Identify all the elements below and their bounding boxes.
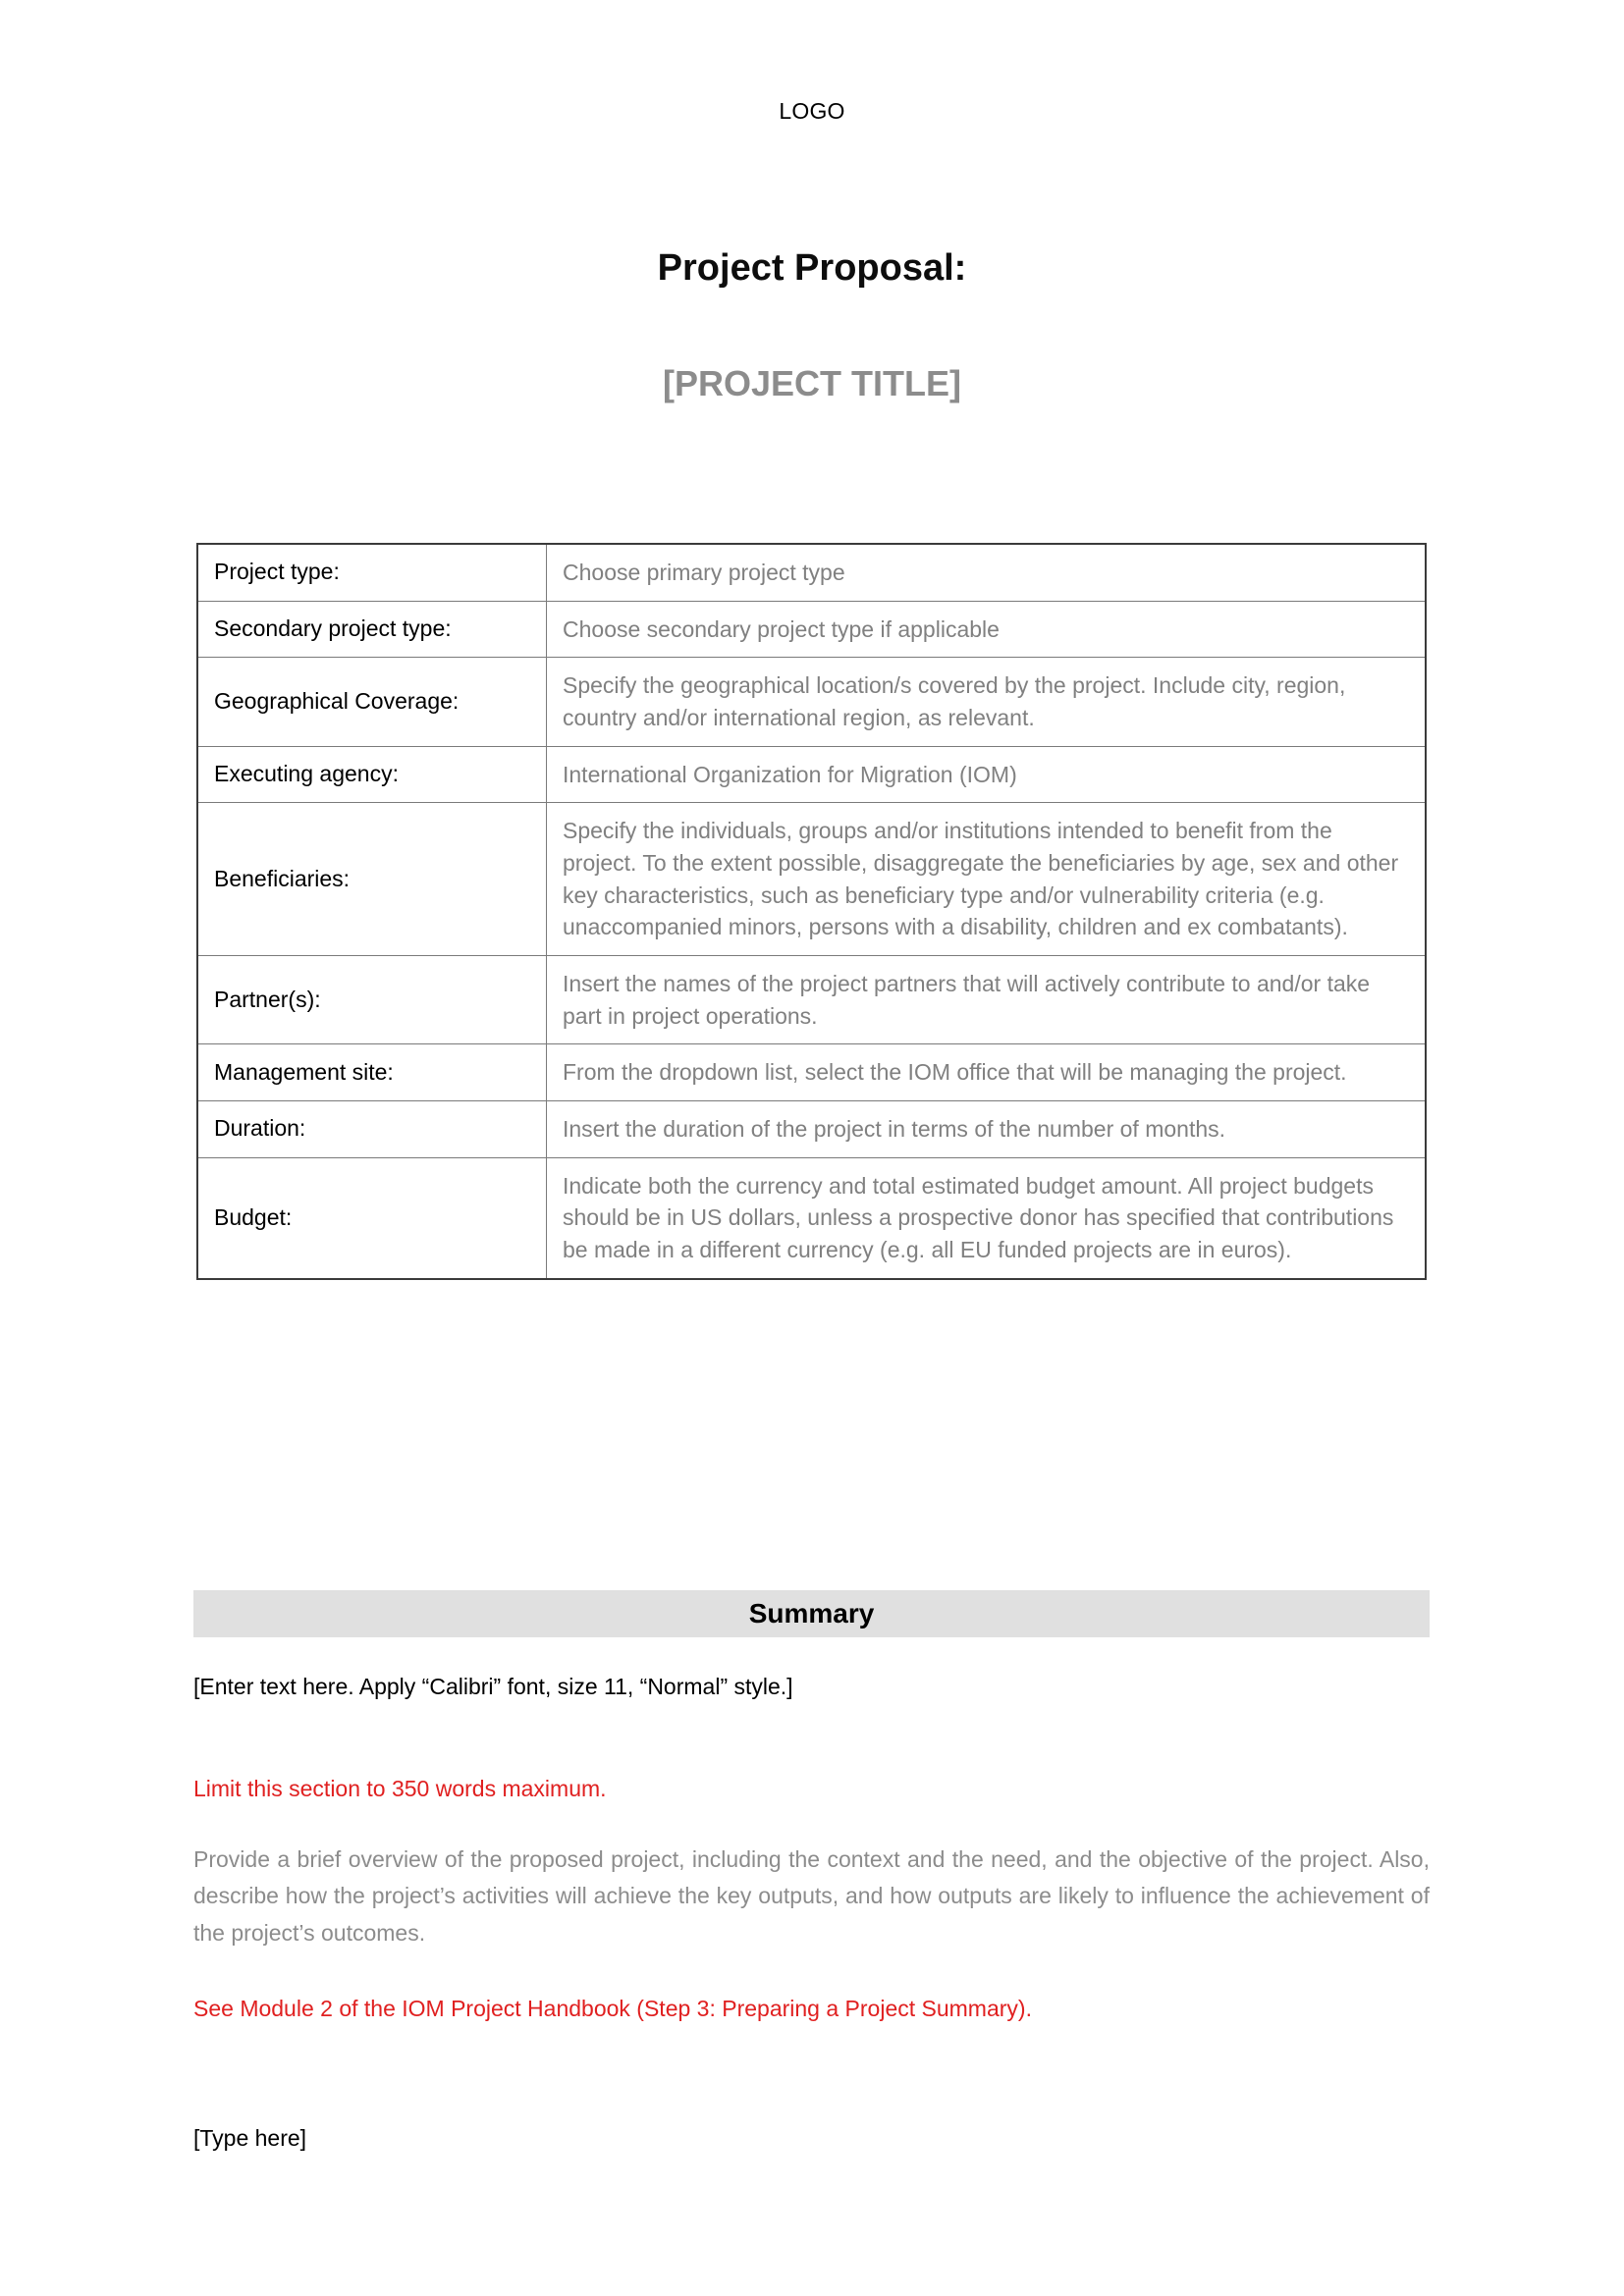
- table-row-label: Duration:: [197, 1100, 547, 1157]
- page-title: Project Proposal:: [657, 247, 967, 289]
- table-row: [197, 1044, 1426, 1101]
- table-row-value[interactable]: Insert the duration of the project in terms of the number of months.: [547, 1100, 1427, 1157]
- table-row-value[interactable]: International Organization for Migration (IOM): [547, 746, 1427, 803]
- table-row-value[interactable]: Choose primary project type: [547, 544, 1427, 601]
- table-row-label: Executing agency:: [197, 746, 547, 803]
- project-info-table: [196, 543, 1427, 1280]
- table-row-value[interactable]: Insert the names of the project partners that will actively contribute to and/or take part in project operations.: [547, 955, 1427, 1043]
- table-row: [197, 1157, 1426, 1278]
- project-title-placeholder: [PROJECT TITLE]: [663, 363, 961, 403]
- enter-text-instruction[interactable]: [Enter text here. Apply “Calibri” font, size 11, “Normal” style.]: [193, 1674, 793, 1699]
- summary-guidance-text: Provide a brief overview of the proposed project, including the context and the need, and the objective of the project. Also, describe how the project’s activities will achieve the key outputs, and how outputs are likely to influence the achievement of the project’s outcomes.: [193, 1846, 1430, 1946]
- module-reference-note: See Module 2 of the IOM Project Handbook (Step 3: Preparing a Project Summary).: [193, 1996, 1032, 2021]
- table-row-label: Secondary project type:: [197, 601, 547, 658]
- type-here-placeholder[interactable]: [Type here]: [193, 2125, 307, 2151]
- table-row-label: Beneficiaries:: [197, 803, 547, 956]
- table-row-value[interactable]: Indicate both the currency and total estimated budget amount. All project budgets should be in US dollars, unless a prospective donor has specified that contributions be made in a different currency (e.g. all EU funded projects are in euros).: [547, 1157, 1427, 1278]
- table-row-label: Management site:: [197, 1044, 547, 1101]
- logo-placeholder: LOGO: [779, 98, 845, 124]
- table-row-value[interactable]: Specify the geographical location/s covered by the project. Include city, region, country and/or international region, as relevant.: [547, 658, 1427, 746]
- table-row-value[interactable]: Choose secondary project type if applicable: [547, 601, 1427, 658]
- table-row-value[interactable]: Specify the individuals, groups and/or institutions intended to benefit from the project. To the extent possible, disaggregate the beneficiaries by age, sex and other key characteristics, such as beneficiary type and/or vulnerability criteria (e.g. unaccompanied minors, persons with a disability, children and ex combatants).: [547, 803, 1427, 956]
- table-row-label: Project type:: [197, 544, 547, 601]
- table-row-label: Geographical Coverage:: [197, 658, 547, 746]
- table-row: [197, 803, 1426, 956]
- table-row: [197, 746, 1426, 803]
- summary-section-bar: [193, 1590, 1430, 1637]
- table-row: [197, 658, 1426, 746]
- table-row: [197, 955, 1426, 1043]
- table-row: [197, 1100, 1426, 1157]
- table-row-value[interactable]: From the dropdown list, select the IOM office that will be managing the project.: [547, 1044, 1427, 1101]
- table-row: [197, 601, 1426, 658]
- summary-section-heading: Summary: [748, 1598, 875, 1629]
- table-row-label: Partner(s):: [197, 955, 547, 1043]
- word-limit-note: Limit this section to 350 words maximum.: [193, 1776, 607, 1801]
- table-row: [197, 544, 1426, 601]
- table-row-label: Budget:: [197, 1157, 547, 1278]
